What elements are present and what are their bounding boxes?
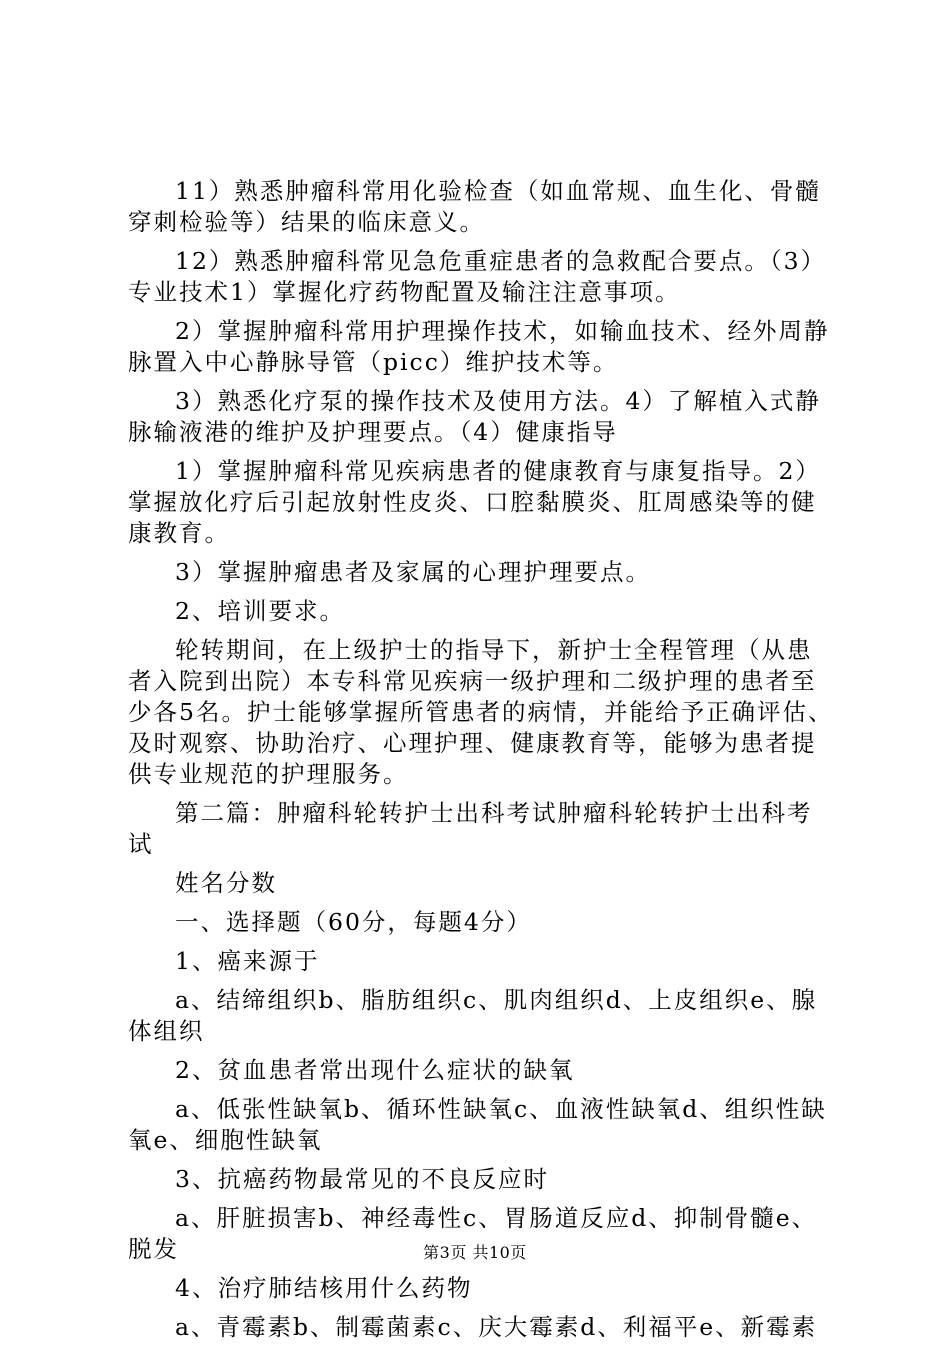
question-1: 1、癌来源于 bbox=[175, 947, 320, 975]
question-3-options: a、肝脏损害b、神经毒性c、胃肠道反应d、抑制骨髓e、脱发 bbox=[128, 1204, 818, 1263]
paragraph-health-education: 1）掌握肿瘤科常见疾病患者的健康教育与康复指导。2）掌握放化疗后引起放射性皮炎、口腔黏膜炎、肛周感染等的健康教育。 bbox=[128, 457, 821, 547]
name-score-line: 姓名分数 bbox=[175, 869, 277, 897]
document-body bbox=[128, 176, 834, 1351]
section-heading-multiple-choice: 一、选择题（60分，每题4分） bbox=[175, 908, 532, 936]
question-2: 2、贫血患者常出现什么症状的缺氧 bbox=[175, 1056, 575, 1084]
paragraph-nursing-techniques: 2）掌握肿瘤科常用护理操作技术，如输血技术、经外周静脉置入中心静脉导管（picc）维护技术等。 bbox=[128, 317, 830, 376]
paragraph-emergency-care: 12）熟悉肿瘤科常见急危重症患者的急救配合要点。（3）专业技术1）掌握化疗药物配置及输注注意事项。 bbox=[128, 247, 827, 306]
question-1-options: a、结缔组织b、脂肪组织c、肌肉组织d、上皮组织e、腺体组织 bbox=[128, 986, 818, 1045]
paragraph-rotation-requirements: 轮转期间，在上级护士的指导下，新护士全程管理（从患者入院到出院）本专科常见疾病一级护理和二级护理的患者至少各5名。护士能够掌握所管患者的病情，并能给予正确评估、及时观察、协助治疗、心理护理、健康教育等，能够为患者提供专业规范的护理服务。 bbox=[128, 636, 834, 788]
question-3: 3、抗癌药物最常见的不良反应时 bbox=[175, 1165, 549, 1193]
question-4-options: a、青霉素b、制霉菌素c、庆大霉素d、利福平e、新霉素 bbox=[175, 1313, 818, 1341]
section-heading-training-requirements: 2、培训要求。 bbox=[175, 597, 345, 625]
article-title-part-two: 第二篇：肿瘤科轮转护士出科考试肿瘤科轮转护士出科考试 bbox=[128, 799, 813, 858]
question-2-options: a、低张性缺氧b、循环性缺氧c、血液性缺氧d、组织性缺氧e、细胞性缺氧 bbox=[128, 1095, 827, 1154]
page-footer bbox=[0, 1242, 950, 1264]
question-4: 4、治疗肺结核用什么药物 bbox=[175, 1274, 473, 1302]
page-number-label: 第3页 共10页 bbox=[423, 1243, 527, 1262]
paragraph-chemo-pump: 3）熟悉化疗泵的操作技术及使用方法。4）了解植入式静脉输液港的维护及护理要点。（4）健康指导 bbox=[128, 387, 821, 446]
paragraph-lab-tests: 11）熟悉肿瘤科常用化验检查（如血常规、血生化、骨髓穿刺检验等）结果的临床意义。 bbox=[128, 177, 821, 236]
paragraph-psychological-care: 3）掌握肿瘤患者及家属的心理护理要点。 bbox=[175, 558, 651, 586]
